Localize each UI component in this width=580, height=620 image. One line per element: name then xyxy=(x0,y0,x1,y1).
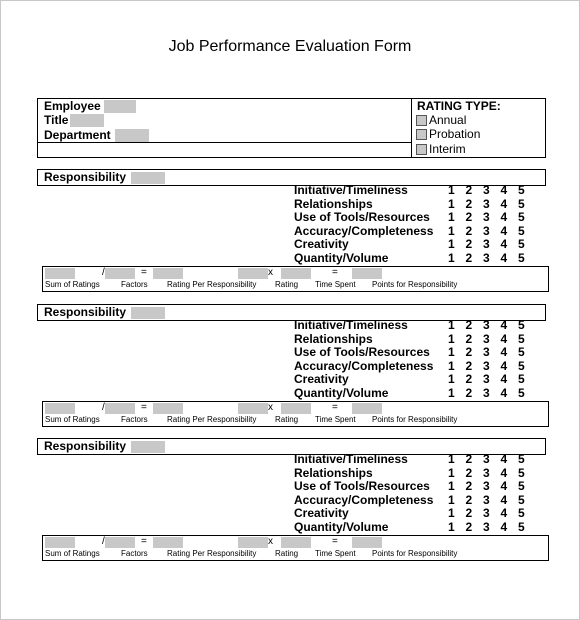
calc-field-4[interactable] xyxy=(238,537,268,548)
rating-option-2[interactable]: 2 xyxy=(465,385,473,400)
calc-label: Factors xyxy=(121,280,148,289)
points-calculation-row xyxy=(42,401,549,427)
criterion-label: Initiative/Timeliness xyxy=(294,183,408,197)
rating-option-3[interactable]: 3 xyxy=(483,479,490,493)
rating-option-1[interactable]: 1 xyxy=(448,196,455,211)
criterion-label: Initiative/Timeliness xyxy=(294,318,408,332)
criterion-label: Use of Tools/Resources xyxy=(294,479,430,493)
rating-scale[interactable] xyxy=(448,466,536,480)
calc-field-6[interactable] xyxy=(352,268,382,279)
rating-option-1[interactable]: 1 xyxy=(448,223,455,238)
calc-field-6[interactable] xyxy=(352,537,382,548)
calc-field-2[interactable] xyxy=(105,537,135,548)
rating-scale[interactable] xyxy=(448,345,536,359)
operator: = xyxy=(141,536,147,547)
calc-label: Factors xyxy=(121,415,148,424)
points-calculation-row xyxy=(42,266,549,292)
page-title: Job Performance Evaluation Form xyxy=(168,38,412,55)
criterion-label: Accuracy/Completeness xyxy=(294,358,434,373)
calc-field-1[interactable] xyxy=(45,537,75,548)
calc-field-4[interactable] xyxy=(238,403,268,414)
rating-option-5[interactable]: 5 xyxy=(518,519,525,534)
criterion-label: Creativity xyxy=(294,237,349,251)
criterion-label: Relationships xyxy=(294,331,373,346)
rating-option-3[interactable]: 3 xyxy=(483,372,490,386)
rating-option-5[interactable]: 5 xyxy=(518,237,525,251)
rating-option-1[interactable]: 1 xyxy=(448,492,455,507)
rating-option-4[interactable]: 4 xyxy=(500,385,508,400)
calc-field-1[interactable] xyxy=(45,403,75,414)
rating-option-1[interactable]: 1 xyxy=(448,237,455,251)
rating-scale[interactable] xyxy=(448,251,536,265)
rating-option-4[interactable]: 4 xyxy=(500,519,508,534)
rating-option-3[interactable]: 3 xyxy=(483,183,490,197)
rating-option-1[interactable]: 1 xyxy=(448,318,455,332)
rating-option-5[interactable]: 5 xyxy=(518,479,525,493)
rating-option-3[interactable]: 3 xyxy=(483,465,490,480)
rating-option-4[interactable]: 4 xyxy=(500,465,508,480)
operator: = xyxy=(332,402,338,413)
calc-field-5[interactable] xyxy=(281,537,311,548)
rating-option-4[interactable]: 4 xyxy=(500,492,508,507)
rating-option-2[interactable]: 2 xyxy=(465,183,473,197)
rating-option-1[interactable]: 1 xyxy=(448,452,455,466)
calc-label: Factors xyxy=(121,549,148,558)
rating-option-4[interactable]: 4 xyxy=(500,250,508,265)
calc-label: Rating xyxy=(275,549,299,558)
calc-label: Rating Per Responsibility xyxy=(167,280,257,289)
rating-option-3[interactable]: 3 xyxy=(483,385,490,400)
criterion-label: Relationships xyxy=(294,465,373,480)
rating-option-2[interactable]: 2 xyxy=(465,237,473,251)
rating-option-1[interactable]: 1 xyxy=(448,331,455,346)
rating-option-3[interactable]: 3 xyxy=(483,223,490,238)
rating-option-2[interactable]: 2 xyxy=(465,479,473,493)
operator: / xyxy=(102,267,105,278)
responsibility-label: Responsibility xyxy=(44,439,127,453)
criterion-label: Accuracy/Completeness xyxy=(294,223,434,238)
rating-option-4[interactable]: 4 xyxy=(500,196,508,211)
calc-label: Sum of Ratings xyxy=(45,280,100,289)
rating-option-4[interactable]: 4 xyxy=(500,372,508,386)
rating-option-label: Interim xyxy=(429,142,466,156)
rating-option-2[interactable]: 2 xyxy=(465,492,473,507)
calc-field-2[interactable] xyxy=(105,268,135,279)
rating-scale[interactable] xyxy=(448,493,536,507)
calc-label: Time Spent xyxy=(315,415,356,424)
calc-field-1[interactable] xyxy=(45,268,75,279)
points-calculation-row xyxy=(42,535,549,561)
calc-field-2[interactable] xyxy=(105,403,135,414)
rating-scale[interactable] xyxy=(448,479,536,493)
rating-option-2[interactable]: 2 xyxy=(465,210,473,224)
criterion-label: Relationships xyxy=(294,196,373,211)
rating-option-3[interactable]: 3 xyxy=(483,250,490,265)
rating-option-3[interactable]: 3 xyxy=(483,452,490,466)
rating-option-5[interactable]: 5 xyxy=(518,358,525,373)
rating-scale[interactable] xyxy=(448,372,536,386)
rating-option-1[interactable]: 1 xyxy=(448,506,455,520)
responsibility-label: Responsibility xyxy=(44,305,127,319)
rating-option-3[interactable]: 3 xyxy=(483,318,490,332)
rating-option-4[interactable]: 4 xyxy=(500,210,508,224)
responsibility-label: Responsibility xyxy=(44,170,127,184)
department-field[interactable] xyxy=(115,129,149,142)
operator: x xyxy=(268,267,273,278)
rating-option-5[interactable]: 5 xyxy=(518,250,525,265)
rating-option-4[interactable]: 4 xyxy=(500,345,508,359)
divider xyxy=(411,99,412,157)
calc-label: Points for Responsibility xyxy=(372,549,458,558)
department-label: Department xyxy=(44,128,111,142)
rating-option-4[interactable]: 4 xyxy=(500,331,508,346)
calc-label: Rating Per Responsibility xyxy=(167,415,257,424)
rating-option-1[interactable]: 1 xyxy=(448,183,455,197)
criterion-label: Initiative/Timeliness xyxy=(294,452,408,466)
rating-option-5[interactable]: 5 xyxy=(518,223,525,238)
calc-field-3[interactable] xyxy=(153,403,183,414)
rating-scale[interactable] xyxy=(448,318,536,332)
rating-option-1[interactable]: 1 xyxy=(448,385,455,400)
rating-scale[interactable] xyxy=(448,332,536,346)
calc-label: Rating Per Responsibility xyxy=(167,549,257,558)
employee-field[interactable] xyxy=(104,100,136,113)
operator: = xyxy=(141,402,147,413)
operator: = xyxy=(332,536,338,547)
rating-option-3[interactable]: 3 xyxy=(483,519,490,534)
responsibility-field[interactable] xyxy=(131,441,165,453)
criterion-label: Use of Tools/Resources xyxy=(294,210,430,224)
rating-scale[interactable] xyxy=(448,224,536,238)
rating-option-2[interactable]: 2 xyxy=(465,250,473,265)
rating-option-4[interactable]: 4 xyxy=(500,506,508,520)
rating-option-label: Probation xyxy=(429,127,481,141)
criterion-label: Quantity/Volume xyxy=(294,250,389,265)
rating-option-2[interactable]: 2 xyxy=(465,223,473,238)
calc-field-5[interactable] xyxy=(281,268,311,279)
rating-option-1[interactable]: 1 xyxy=(448,519,455,534)
rating-type-label: RATING TYPE: xyxy=(417,99,501,113)
criterion-label: Creativity xyxy=(294,372,349,386)
rating-option-3[interactable]: 3 xyxy=(483,506,490,520)
calc-label: Time Spent xyxy=(315,280,356,289)
rating-scale[interactable] xyxy=(448,237,536,251)
title-field[interactable] xyxy=(70,114,104,127)
operator: = xyxy=(332,267,338,278)
criterion-label: Quantity/Volume xyxy=(294,385,389,400)
rating-option-5[interactable]: 5 xyxy=(518,345,525,359)
rating-option-3[interactable]: 3 xyxy=(483,237,490,251)
rating-scale[interactable] xyxy=(448,183,536,197)
rating-option-5[interactable]: 5 xyxy=(518,492,525,507)
title-label: Title xyxy=(44,113,69,127)
rating-option-1[interactable]: 1 xyxy=(448,210,455,224)
rating-option-1[interactable]: 1 xyxy=(448,479,455,493)
calc-field-6[interactable] xyxy=(352,403,382,414)
rating-option-2[interactable]: 2 xyxy=(465,519,473,534)
rating-option-2[interactable]: 2 xyxy=(465,345,473,359)
rating-option-4[interactable]: 4 xyxy=(500,237,508,251)
criterion-label: Use of Tools/Resources xyxy=(294,345,430,359)
calc-label: Rating xyxy=(275,280,299,289)
rating-option-1[interactable]: 1 xyxy=(448,358,455,373)
rating-option-2[interactable]: 2 xyxy=(465,196,473,211)
operator: / xyxy=(102,536,105,547)
divider xyxy=(38,142,411,143)
rating-scale[interactable] xyxy=(448,359,536,373)
calc-label: Sum of Ratings xyxy=(45,415,100,424)
rating-option-2[interactable]: 2 xyxy=(465,358,473,373)
rating-scale[interactable] xyxy=(448,210,536,224)
rating-option-2[interactable]: 2 xyxy=(465,452,473,466)
calc-label: Points for Responsibility xyxy=(372,415,458,424)
rating-option-1[interactable]: 1 xyxy=(448,465,455,480)
rating-scale[interactable] xyxy=(448,506,536,520)
employee-info-box xyxy=(37,98,546,158)
rating-option-5[interactable]: 5 xyxy=(518,452,525,466)
operator: x xyxy=(268,402,273,413)
rating-option-1[interactable]: 1 xyxy=(448,250,455,265)
rating-option-2[interactable]: 2 xyxy=(465,318,473,332)
calc-label: Points for Responsibility xyxy=(372,280,458,289)
calc-label: Rating xyxy=(275,415,299,424)
rating-option-2[interactable]: 2 xyxy=(465,506,473,520)
rating-option-4[interactable]: 4 xyxy=(500,452,508,466)
rating-option-5[interactable]: 5 xyxy=(518,372,525,386)
rating-option-5[interactable]: 5 xyxy=(518,318,525,332)
calc-field-4[interactable] xyxy=(238,268,268,279)
rating-option-5[interactable]: 5 xyxy=(518,385,525,400)
calc-label: Sum of Ratings xyxy=(45,549,100,558)
rating-scale[interactable] xyxy=(448,386,536,400)
rating-option-3[interactable]: 3 xyxy=(483,492,490,507)
operator: / xyxy=(102,402,105,413)
rating-option-4[interactable]: 4 xyxy=(500,479,508,493)
rating-option-3[interactable]: 3 xyxy=(483,345,490,359)
operator: x xyxy=(268,536,273,547)
calc-field-3[interactable] xyxy=(153,537,183,548)
rating-option-2[interactable]: 2 xyxy=(465,465,473,480)
rating-option-1[interactable]: 1 xyxy=(448,345,455,359)
rating-option-4[interactable]: 4 xyxy=(500,183,508,197)
calc-field-3[interactable] xyxy=(153,268,183,279)
checkbox-annual[interactable] xyxy=(416,115,427,126)
rating-option-2[interactable]: 2 xyxy=(465,372,473,386)
rating-option-5[interactable]: 5 xyxy=(518,196,525,211)
rating-option-1[interactable]: 1 xyxy=(448,372,455,386)
rating-option-4[interactable]: 4 xyxy=(500,318,508,332)
rating-option-5[interactable]: 5 xyxy=(518,331,525,346)
responsibility-field[interactable] xyxy=(131,172,165,184)
rating-option-4[interactable]: 4 xyxy=(500,223,508,238)
rating-option-5[interactable]: 5 xyxy=(518,465,525,480)
checkbox-probation[interactable] xyxy=(416,129,427,140)
calc-field-5[interactable] xyxy=(281,403,311,414)
rating-option-3[interactable]: 3 xyxy=(483,358,490,373)
rating-scale[interactable] xyxy=(448,520,536,534)
rating-option-5[interactable]: 5 xyxy=(518,210,525,224)
rating-option-label: Annual xyxy=(429,113,467,127)
checkbox-interim[interactable] xyxy=(416,144,427,155)
rating-scale[interactable] xyxy=(448,197,536,211)
rating-option-3[interactable]: 3 xyxy=(483,196,490,211)
rating-option-3[interactable]: 3 xyxy=(483,331,490,346)
calc-label: Time Spent xyxy=(315,549,356,558)
responsibility-field[interactable] xyxy=(131,307,165,319)
criterion-label: Accuracy/Completeness xyxy=(294,492,434,507)
rating-option-4[interactable]: 4 xyxy=(500,358,508,373)
rating-option-5[interactable]: 5 xyxy=(518,183,525,197)
rating-option-3[interactable]: 3 xyxy=(483,210,490,224)
criterion-label: Creativity xyxy=(294,506,349,520)
employee-label: Employee xyxy=(44,99,101,113)
rating-option-5[interactable]: 5 xyxy=(518,506,525,520)
rating-scale[interactable] xyxy=(448,452,536,466)
rating-option-2[interactable]: 2 xyxy=(465,331,473,346)
criterion-label: Quantity/Volume xyxy=(294,519,389,534)
operator: = xyxy=(141,267,147,278)
